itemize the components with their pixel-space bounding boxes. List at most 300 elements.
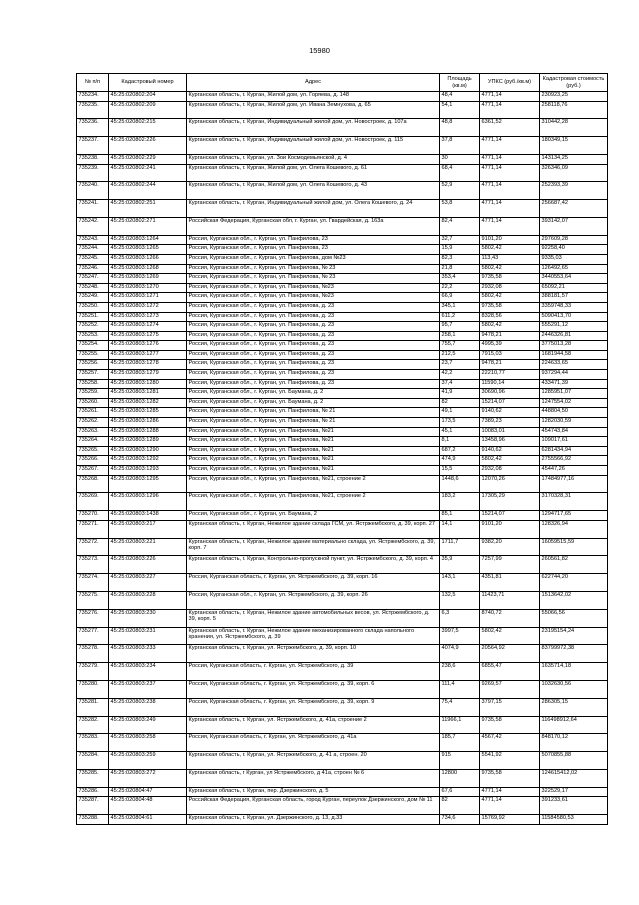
cell-cadastral-cost: 1681944,58 — [540, 350, 608, 360]
cell-area: 345,1 — [440, 302, 480, 312]
cell-upks: 8328,56 — [480, 312, 540, 322]
column-header-area: Площадь (кв.м) — [440, 74, 480, 92]
cell-cadastral-number: 45:25:020802:209 — [109, 101, 187, 119]
cell-area: 42,2 — [440, 370, 480, 380]
cell-row-number: 735257. — [77, 370, 109, 380]
cell-cadastral-cost: 5090413,70 — [540, 312, 608, 322]
table-row — [77, 302, 608, 312]
cell-area: 68,4 — [440, 164, 480, 182]
table-row — [77, 341, 608, 351]
cell-address: Российская Федерация, Курганская обл, г. Курган, ул. Гвардейская, д. 163а — [187, 217, 440, 235]
cell-cadastral-cost: 9335,03 — [540, 254, 608, 264]
cell-cadastral-number: 45:25:020803:233 — [109, 645, 187, 663]
cell-row-number: 735256. — [77, 360, 109, 370]
cell-address: Россия, Курганская обл., г. Курган, ул. Панфилова, д. 23 — [187, 302, 440, 312]
cell-row-number: 735250. — [77, 302, 109, 312]
cell-cadastral-cost: 1294717,65 — [540, 511, 608, 521]
cell-area: 48,8 — [440, 119, 480, 137]
cell-upks: 4771,14 — [480, 787, 540, 797]
cell-row-number: 735252. — [77, 322, 109, 332]
cell-address: Курганская область, г. Курган, пер. Дзержинского, д. 5 — [187, 787, 440, 797]
cell-row-number: 735242. — [77, 217, 109, 235]
cell-row-number: 735283. — [77, 734, 109, 752]
cell-address: Россия, Курганская область, г. Курган, ул. Ястржембского, д. 39, корп. 6 — [187, 680, 440, 698]
cell-upks: 5802,42 — [480, 322, 540, 332]
cell-cadastral-number: 45:25:020803:1268 — [109, 264, 187, 274]
cell-address: Россия, Курганская обл., г. Курган, ул. Панфилова, дом №23 — [187, 254, 440, 264]
cell-row-number: 735254. — [77, 341, 109, 351]
cell-address: Россия, Курганская обл., г. Курган, ул. Панфилова, 23 — [187, 245, 440, 255]
cell-cadastral-cost: 3440553,64 — [540, 274, 608, 284]
cell-address: Россия, Курганская область, г. Курган, ул. Ястржембского, д. 39, корп. 16 — [187, 574, 440, 592]
cell-cadastral-number: 45:25:020802:251 — [109, 200, 187, 218]
cell-cadastral-number: 45:25:020803:1292 — [109, 456, 187, 466]
cell-cadastral-number: 45:25:020803:1276 — [109, 341, 187, 351]
cell-cadastral-number: 45:25:020803:1273 — [109, 312, 187, 322]
cell-area: 183,2 — [440, 493, 480, 511]
cell-area: 258,1 — [440, 331, 480, 341]
cell-row-number: 735251. — [77, 312, 109, 322]
table-row — [77, 663, 608, 681]
cell-address: Курганская область, г. Курган, Индивидуальный жилой дом, ул. Новостроек, д. 107а — [187, 119, 440, 137]
cell-cadastral-cost: 2446326,81 — [540, 331, 608, 341]
page-number: 15980 — [309, 46, 330, 55]
cell-cadastral-cost: 116498912,64 — [540, 716, 608, 734]
cadastral-value-table — [76, 73, 608, 825]
table-row — [77, 752, 608, 770]
cell-area: 143,1 — [440, 574, 480, 592]
table-row — [77, 538, 608, 556]
cell-upks: 12070,26 — [480, 475, 540, 493]
column-header-upks: УПКС (руб./кв.м) — [480, 74, 540, 92]
cell-cadastral-number: 45:25:020803:1286 — [109, 418, 187, 428]
cell-area: 1448,6 — [440, 475, 480, 493]
cell-area: 75,4 — [440, 698, 480, 716]
table-row — [77, 235, 608, 245]
table-row — [77, 591, 608, 609]
table-row — [77, 408, 608, 418]
cell-area: 67,6 — [440, 787, 480, 797]
cell-cadastral-number: 45:25:020803:1275 — [109, 331, 187, 341]
cell-cadastral-number: 45:25:020802:204 — [109, 92, 187, 102]
cell-upks: 4351,81 — [480, 574, 540, 592]
cell-cadastral-cost: 555291,12 — [540, 322, 608, 332]
cell-cadastral-cost: 286305,15 — [540, 698, 608, 716]
table-row — [77, 350, 608, 360]
cell-cadastral-cost: 109017,61 — [540, 437, 608, 447]
cell-cadastral-cost: 1635714,18 — [540, 663, 608, 681]
cell-address: Россия, Курганская обл., г. Курган, ул. Ястржембского, д. 39, корп. 26 — [187, 591, 440, 609]
cell-cadastral-number: 45:25:020803:1274 — [109, 322, 187, 332]
cell-upks: 9140,62 — [480, 408, 540, 418]
cell-upks: 5802,42 — [480, 456, 540, 466]
cell-upks: 9735,58 — [480, 769, 540, 787]
cell-cadastral-cost: 124615412,02 — [540, 769, 608, 787]
cell-area: 23,7 — [440, 360, 480, 370]
cell-upks: 7257,99 — [480, 556, 540, 574]
cell-upks: 2932,08 — [480, 466, 540, 476]
cell-cadastral-number: 45:25:020802:215 — [109, 119, 187, 137]
table-row — [77, 389, 608, 399]
cell-area: 22,2 — [440, 283, 480, 293]
cell-upks: 22210,77 — [480, 370, 540, 380]
table-row — [77, 254, 608, 264]
cell-address: Россия, Курганская обл., г. Курган, ул. Баумана, д. 2 — [187, 398, 440, 408]
cell-row-number: 735260. — [77, 398, 109, 408]
cell-cadastral-cost: 83799972,38 — [540, 645, 608, 663]
cell-cadastral-cost: 2755566,92 — [540, 456, 608, 466]
cell-row-number: 735253. — [77, 331, 109, 341]
cell-upks: 4771,14 — [480, 154, 540, 164]
cell-address: Курганская область, г. Курган, Индивидуальный жилой дом, ул. Новостроек, д. 115 — [187, 137, 440, 155]
cell-cadastral-number: 45:25:020803:272 — [109, 769, 187, 787]
cell-cadastral-number: 45:25:020803:1288 — [109, 427, 187, 437]
cell-row-number: 735269. — [77, 493, 109, 511]
cell-cadastral-cost: 16059515,59 — [540, 538, 608, 556]
cell-address: Россия, Курганская обл., г. Курган, ул. Панфилова, №21 — [187, 456, 440, 466]
cell-address: Россия, Курганская обл., г. Курган, ул. Панфилова, №21 — [187, 466, 440, 476]
cell-row-number: 735270. — [77, 511, 109, 521]
cell-cadastral-cost: 391233,61 — [540, 797, 608, 815]
cell-cadastral-number: 45:25:020803:231 — [109, 627, 187, 645]
cell-cadastral-cost: 3775013,28 — [540, 341, 608, 351]
cell-row-number: 735267. — [77, 466, 109, 476]
table-row — [77, 312, 608, 322]
cell-address: Россия, Курганская обл., г. Курган, ул. Панфилова, № 21 — [187, 418, 440, 428]
cell-row-number: 735288. — [77, 815, 109, 825]
cell-upks: 9478,21 — [480, 331, 540, 341]
cell-cadastral-cost: 937294,44 — [540, 370, 608, 380]
cell-row-number: 735236. — [77, 119, 109, 137]
cell-row-number: 735245. — [77, 254, 109, 264]
table-row — [77, 322, 608, 332]
cell-area: 85,1 — [440, 511, 480, 521]
cell-upks: 5802,42 — [480, 293, 540, 303]
table-body — [77, 92, 608, 825]
cell-area: 37,8 — [440, 137, 480, 155]
cell-cadastral-number: 45:25:020803:1282 — [109, 398, 187, 408]
cell-upks: 4771,14 — [480, 200, 540, 218]
cell-row-number: 735272. — [77, 538, 109, 556]
cell-row-number: 735249. — [77, 293, 109, 303]
cell-area: 82 — [440, 797, 480, 815]
cell-cadastral-cost: 17484977,16 — [540, 475, 608, 493]
cell-row-number: 735240. — [77, 182, 109, 200]
cell-address: Россия, Курганская обл., г. Курган, ул. Панфилова, д. 23 — [187, 350, 440, 360]
cell-address: Курганская область, г. Курган, ул. Ястржембского, д. 41а, строение 2 — [187, 716, 440, 734]
cell-cadastral-number: 45:25:020803:227 — [109, 574, 187, 592]
cell-cadastral-cost: 1247554,02 — [540, 398, 608, 408]
cell-upks: 9101,20 — [480, 235, 540, 245]
cell-cadastral-cost: 45447,26 — [540, 466, 608, 476]
cell-row-number: 735261. — [77, 408, 109, 418]
table-row — [77, 716, 608, 734]
cell-upks: 11590,14 — [480, 379, 540, 389]
cell-row-number: 735241. — [77, 200, 109, 218]
cell-row-number: 735284. — [77, 752, 109, 770]
cell-cadastral-cost: 297609,28 — [540, 235, 608, 245]
cell-area: 41,9 — [440, 389, 480, 399]
table-row — [77, 331, 608, 341]
table-row — [77, 787, 608, 797]
cell-cadastral-number: 45:25:020803:238 — [109, 698, 187, 716]
cell-area: 238,6 — [440, 663, 480, 681]
table-row — [77, 398, 608, 408]
cell-address: Россия, Курганская обл., г. Курган, ул. Панфилова, 23 — [187, 235, 440, 245]
cell-upks: 7915,03 — [480, 350, 540, 360]
cell-cadastral-cost: 230923,25 — [540, 92, 608, 102]
cell-address: Курганская область, г. Курган, Нежилое здание автомобильных весов, ул. Ястржембского, д. 39, корп. 5 — [187, 609, 440, 627]
cell-area: 11966,1 — [440, 716, 480, 734]
cell-cadastral-number: 45:25:020803:230 — [109, 609, 187, 627]
cell-cadastral-number: 45:25:020803:1265 — [109, 245, 187, 255]
cell-upks: 9382,20 — [480, 538, 540, 556]
cell-area: 915 — [440, 752, 480, 770]
cell-area: 111,4 — [440, 680, 480, 698]
table-row — [77, 574, 608, 592]
cell-area: 48,4 — [440, 92, 480, 102]
table-row — [77, 370, 608, 380]
cell-address: Россия, Курганская обл., г. Курган, ул. Панфилова, № 23 — [187, 264, 440, 274]
cell-upks: 113,43 — [480, 254, 540, 264]
cell-address: Курганская область, г. Курган, ул. Ястржембского, д. 41 а, строен. 20 — [187, 752, 440, 770]
cell-area: 474,9 — [440, 456, 480, 466]
cell-cadastral-number: 45:25:020803:1271 — [109, 293, 187, 303]
cell-row-number: 735239. — [77, 164, 109, 182]
table-row — [77, 556, 608, 574]
cell-cadastral-number: 45:25:020804:61 — [109, 815, 187, 825]
cell-cadastral-cost: 322529,17 — [540, 787, 608, 797]
cell-upks: 4771,14 — [480, 101, 540, 119]
cell-cadastral-cost: 3359748,33 — [540, 302, 608, 312]
cell-row-number: 735243. — [77, 235, 109, 245]
cell-cadastral-cost: 6281434,94 — [540, 446, 608, 456]
cell-area: 52,9 — [440, 182, 480, 200]
cell-cadastral-number: 45:25:020803:1280 — [109, 379, 187, 389]
cell-row-number: 735237. — [77, 137, 109, 155]
cell-address: Курганская область, г. Курган, ул. Ястржембского, д. 39, корп. 10 — [187, 645, 440, 663]
cell-address: Россия, Курганская обл., г. Курган, ул. Панфилова, №23 — [187, 293, 440, 303]
cell-cadastral-cost: 454743,84 — [540, 427, 608, 437]
cell-cadastral-number: 45:25:020803:1295 — [109, 475, 187, 493]
cell-area: 35,9 — [440, 556, 480, 574]
table-row — [77, 418, 608, 428]
column-header-number: № п/п — [77, 74, 109, 92]
cell-cadastral-cost: 388181,57 — [540, 293, 608, 303]
cell-cadastral-cost: 3170328,31 — [540, 493, 608, 511]
cell-cadastral-cost: 55066,56 — [540, 609, 608, 627]
cell-upks: 17305,29 — [480, 493, 540, 511]
cell-upks: 15769,92 — [480, 815, 540, 825]
cell-row-number: 735277. — [77, 627, 109, 645]
cell-address: Курганская область, г. Курган, ул. Дзержинского, д. 13, д.33 — [187, 815, 440, 825]
cell-cadastral-cost: 258118,76 — [540, 101, 608, 119]
cell-address: Россия, Курганская обл., г. Курган, ул. Панфилова, д. 23 — [187, 379, 440, 389]
cell-cadastral-cost: 1513642,02 — [540, 591, 608, 609]
cell-cadastral-cost: 433471,39 — [540, 379, 608, 389]
cell-cadastral-number: 45:25:020802:271 — [109, 217, 187, 235]
cell-row-number: 735271. — [77, 520, 109, 538]
table-row — [77, 466, 608, 476]
cell-area: 53,8 — [440, 200, 480, 218]
cell-upks: 4771,14 — [480, 164, 540, 182]
cell-cadastral-number: 45:25:020803:1285 — [109, 408, 187, 418]
cell-row-number: 735266. — [77, 456, 109, 466]
cell-row-number: 735259. — [77, 389, 109, 399]
cell-row-number: 735273. — [77, 556, 109, 574]
cell-address: Россия, Курганская область, г. Курган, ул. Ястржембского, д. 39 — [187, 663, 440, 681]
cell-row-number: 735281. — [77, 698, 109, 716]
cell-upks: 9735,58 — [480, 302, 540, 312]
cell-address: Курганская область, г. Курган, Нежилое здание склада ГСМ, ул. Ястржембского, д. 39, корп. 27 — [187, 520, 440, 538]
cell-cadastral-cost: 1032630,56 — [540, 680, 608, 698]
cell-upks: 15214,07 — [480, 398, 540, 408]
table-row — [77, 164, 608, 182]
cell-upks: 9269,57 — [480, 680, 540, 698]
table-row — [77, 427, 608, 437]
cell-area: 15,5 — [440, 466, 480, 476]
cell-cadastral-cost: 622744,20 — [540, 574, 608, 592]
cell-cadastral-number: 45:25:020803:258 — [109, 734, 187, 752]
table-row — [77, 520, 608, 538]
cell-cadastral-number: 45:25:020804:47 — [109, 787, 187, 797]
cell-cadastral-cost: 393142,07 — [540, 217, 608, 235]
cell-cadastral-cost: 5070855,88 — [540, 752, 608, 770]
cell-address: Россия, Курганская обл., г. Курган, ул. Панфилова, д. 23 — [187, 312, 440, 322]
cell-upks: 4771,14 — [480, 797, 540, 815]
cell-row-number: 735235. — [77, 101, 109, 119]
cell-cadastral-number: 45:25:020803:1281 — [109, 389, 187, 399]
table-row — [77, 797, 608, 815]
cell-row-number: 735268. — [77, 475, 109, 493]
cell-upks: 9735,58 — [480, 716, 540, 734]
cell-area: 82 — [440, 398, 480, 408]
cell-cadastral-number: 45:25:020803:1279 — [109, 370, 187, 380]
cell-cadastral-number: 45:25:020802:226 — [109, 137, 187, 155]
cell-cadastral-number: 45:25:020803:1293 — [109, 466, 187, 476]
cell-upks: 11423,71 — [480, 591, 540, 609]
cell-cadastral-number: 45:25:020803:249 — [109, 716, 187, 734]
cell-cadastral-number: 45:25:020803:1266 — [109, 254, 187, 264]
table-row — [77, 92, 608, 102]
cell-address: Курганская область, г. Курган, Жилой дом, ул. Олега Кошевого, д. 61 — [187, 164, 440, 182]
cell-cadastral-number: 45:25:020803:221 — [109, 538, 187, 556]
table-row — [77, 293, 608, 303]
cell-address: Курганская область, г. Курган, Жилой дом, ул. Ивана Земнухова, д. 65 — [187, 101, 440, 119]
cell-row-number: 735248. — [77, 283, 109, 293]
cell-area: 54,1 — [440, 101, 480, 119]
cell-area: 3997,5 — [440, 627, 480, 645]
cell-row-number: 735246. — [77, 264, 109, 274]
cell-area: 755,7 — [440, 341, 480, 351]
cell-cadastral-cost: 180349,15 — [540, 137, 608, 155]
cell-row-number: 735263. — [77, 427, 109, 437]
cell-row-number: 735247. — [77, 274, 109, 284]
cell-cadastral-number: 45:25:020803:237 — [109, 680, 187, 698]
cell-row-number: 735234. — [77, 92, 109, 102]
cell-upks: 4995,39 — [480, 341, 540, 351]
cell-address: Россия, Курганская область, г. Курган, ул. Ястржембского, д. 41а — [187, 734, 440, 752]
cell-area: 12800 — [440, 769, 480, 787]
cell-row-number: 735286. — [77, 787, 109, 797]
cell-address: Курганская область, г. Курган, Индивидуальный жилой дом, ул. Олега Кошевого, д. 24 — [187, 200, 440, 218]
cell-area: 132,5 — [440, 591, 480, 609]
column-header-cadastral-cost: Кадастровая стоимость (руб.) — [540, 74, 608, 92]
cell-area: 1711,7 — [440, 538, 480, 556]
cell-cadastral-number: 45:25:020802:229 — [109, 154, 187, 164]
cell-upks: 15214,07 — [480, 511, 540, 521]
cell-cadastral-cost: 92258,40 — [540, 245, 608, 255]
cell-cadastral-number: 45:25:020804:48 — [109, 797, 187, 815]
cell-upks: 7389,23 — [480, 418, 540, 428]
cell-area: 32,7 — [440, 235, 480, 245]
cell-cadastral-number: 45:25:020803:1272 — [109, 302, 187, 312]
cell-area: 353,4 — [440, 274, 480, 284]
cell-cadastral-cost: 1285951,07 — [540, 389, 608, 399]
cell-cadastral-cost: 848170,12 — [540, 734, 608, 752]
cell-row-number: 735258. — [77, 379, 109, 389]
cell-address: Россия, Курганская обл., г. Курган, ул. Панфилова, №23 — [187, 283, 440, 293]
cell-row-number: 735262. — [77, 418, 109, 428]
cell-area: 95,7 — [440, 322, 480, 332]
cell-area: 37,4 — [440, 379, 480, 389]
cell-upks: 9140,62 — [480, 446, 540, 456]
cell-upks: 5541,92 — [480, 752, 540, 770]
cell-cadastral-number: 45:25:020803:1277 — [109, 350, 187, 360]
cell-cadastral-cost: 65092,21 — [540, 283, 608, 293]
cell-area: 30 — [440, 154, 480, 164]
table-row — [77, 475, 608, 493]
cell-row-number: 735238. — [77, 154, 109, 164]
cell-cadastral-cost: 260561,82 — [540, 556, 608, 574]
cell-cadastral-cost: 1282030,59 — [540, 418, 608, 428]
cell-cadastral-number: 45:25:020803:1264 — [109, 235, 187, 245]
cell-address: Россия, Курганская обл., г. Курган, ул. Панфилова, № 21 — [187, 408, 440, 418]
cell-cadastral-number: 45:25:020803:1270 — [109, 283, 187, 293]
cell-area: 687,2 — [440, 446, 480, 456]
table-row — [77, 511, 608, 521]
cell-upks: 6855,47 — [480, 663, 540, 681]
cell-area: 6,3 — [440, 609, 480, 627]
table-row — [77, 437, 608, 447]
cell-row-number: 735287. — [77, 797, 109, 815]
table-row — [77, 264, 608, 274]
table-row — [77, 609, 608, 627]
cell-upks: 9735,58 — [480, 274, 540, 284]
cell-area: 21,8 — [440, 264, 480, 274]
cell-cadastral-number: 45:25:020803:1290 — [109, 446, 187, 456]
cell-area: 15,9 — [440, 245, 480, 255]
cell-cadastral-number: 45:25:020803:1289 — [109, 437, 187, 447]
cell-cadastral-number: 45:25:020802:244 — [109, 182, 187, 200]
cell-address: Курганская область, г Курган, ул Ястржембского, д 41а, строен № 6 — [187, 769, 440, 787]
cell-area: 45,1 — [440, 427, 480, 437]
cell-address: Россия, Курганская обл., г. Курган, ул. Баумана, д. 2 — [187, 389, 440, 399]
cell-upks: 20564,92 — [480, 645, 540, 663]
cell-cadastral-cost: 326346,09 — [540, 164, 608, 182]
table-row — [77, 360, 608, 370]
cell-upks: 4567,42 — [480, 734, 540, 752]
cell-area: 14,1 — [440, 520, 480, 538]
table-row — [77, 379, 608, 389]
cell-row-number: 735244. — [77, 245, 109, 255]
cell-upks: 5802,42 — [480, 245, 540, 255]
cell-cadastral-cost: 252393,39 — [540, 182, 608, 200]
cell-row-number: 735278. — [77, 645, 109, 663]
cell-upks: 13458,96 — [480, 437, 540, 447]
cell-address: Курганская область, г. Курган, Нежилое здание механизированного склада напольного хранения, ул. Ястржембского, д. 39 — [187, 627, 440, 645]
cell-area: 185,7 — [440, 734, 480, 752]
